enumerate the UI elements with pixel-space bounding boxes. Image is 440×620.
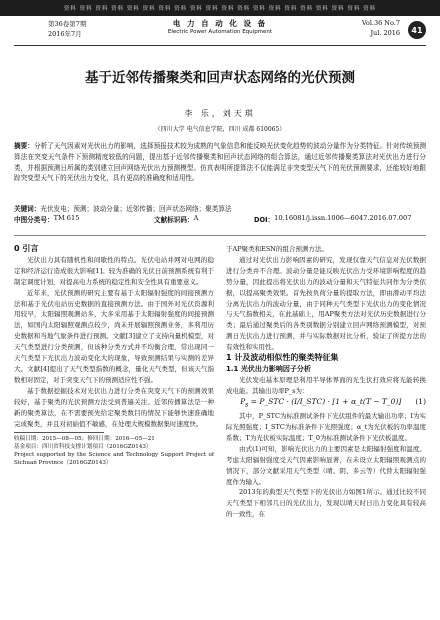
- equation-number: (1): [415, 396, 426, 406]
- abstract: [14, 141, 426, 184]
- abstract-text: 分析了天气因素对光伏出力的影响，选择预报技术较为成熟的气象信息和能反映光伏变化趋势的波动分量作为分类特征。针对传统预测算法在突变天气条件下预测精度较低的问题，提出基于近邻传播聚类和回声状态网络的组合算法，通过近邻传播聚类算法对光伏出力进行分类，并根据预测日所属的类别建立回声网络光伏出力预测模型。仿真表明所提算法不仅能满足非突变型天气下的光伏预测要求，还能较好地跟踪突变型天气下的光伏出力变化，具有更高的准确度和适用性。: [14, 142, 427, 183]
- keywords: [14, 203, 426, 213]
- section-heading-1: 1 计及波动相似性的聚类特征集: [226, 353, 339, 363]
- journal-header: [0, 17, 440, 45]
- subsection-heading-1-1: 1.1 光伏出力影响因子分析: [226, 364, 311, 373]
- header-journal-cn: 电 力 自 动 化 设 备: [172, 19, 268, 28]
- paragraph: 其中，P_STC为标准测试条件下光伏组件的最大输出功率；I为实际光照强度；I_STC为标准条件下光照强度；α_t为光伏板的功率温度系数；T为光伏板实际温度；T_0为标准测试条件下光伏板温度。: [226, 412, 426, 442]
- header-date: 2016年7月: [48, 30, 82, 38]
- doi-field: [254, 214, 412, 224]
- paragraph: 通过对光伏出力影响因素的研究，发现仅靠天气信息对光伏数据进行分类并不合理。波动分量是能反映光伏出力受环境影响程度的趋势分量，因此提出将光伏出力的波动分量和天气特征共同作为分类依据，以提高聚类效果。首先按负荷分量的提取方法，即由滑动平均法分离光伏出力的波动分量，由于同种天气类型下光伏出力的变化情况与天气指数相关，在此基础上，用AP聚类方法对光伏历史数据进行分类；最后通过聚类后的各类别数据分别建立回声网络预测模型，对预测日光伏出力进行预测，并与实际数据对比分析，验证了所提方法的有效性和实用性。: [226, 255, 426, 352]
- paragraph: 光伏出力具有随机性和间歇性的特点。光伏电站并网对电网的稳定和经济运行造成很大影响[1]。较为准确的光伏日前预测系统有利于制定调度计划，对提高电力系统的稳定性和安全性具有重要意义。: [14, 255, 214, 286]
- page-number-badge: 41: [408, 21, 426, 39]
- paragraph: 由式(1)可知，影响光伏出力的主要因素是太阳辐射强度和温度。考虑太阳辐射强度受天气因素影响显著，在未设立太阳辐照观测点的情况下，部分文献采用天气类型（晴、阴、多云等）代替太阳辐射强度作为输入。: [226, 444, 426, 486]
- header-volume: 第36卷第7期: [48, 20, 87, 28]
- paper-title: 基于近邻传播聚类和回声状态网络的光伏预测: [85, 70, 355, 86]
- doc-value: A: [193, 214, 199, 222]
- footnote-funding-en: Project supported by the Science and Technology Support Project of Sichuan Province（2016GZ0143）: [14, 452, 214, 467]
- footnote-received: 收稿日期：2015—08—05；修回日期：2016—05—21: [14, 436, 155, 443]
- header-volume-en: Vol.36 No.7: [361, 19, 400, 27]
- paragraph: 近年来，光伏预测的研究主要有基于太阳辐射强度的间接预测方法和基于光伏电站历史数据的直接预测方法。由于国外对光伏资源利用较早，太阳辐照观测站多，大多采用基于太阳辐射强度的间接预测法，如国内太阳辐照观测点较少，尚未开展辐照预测业务，多利用历史数据和当地气象条件进行预测。文献[3]建立了支持向量机模型，对天气类型进行分类预测，但该种分类方式并不均衡合理，常出现同一天气类型下光伏出力波动变化大的现象，导致预测结果与实测的差异大。文献[4]提出了天气类型指数的概念，量化天气类型，但该天气指数相对固定，对于突变天气下的预测适应性不强。: [14, 288, 214, 384]
- paragraph: 2013年的典型天气类型下的光伏出力如图1所示。通过比较不同天气类型下相邻几日的光伏出力，发现以晴天时日出力变化具有较高的一致性，在: [226, 488, 426, 519]
- watermark-banner: 资料 资料 资料 资料 资料 资料 资料 资料 资料 资料 资料 资料 资料 资料 资料 资料 资料 资料 资料 资料: [0, 0, 440, 16]
- footnote-rule: [14, 432, 104, 433]
- clc-label: 中图分类号：: [14, 216, 54, 224]
- paragraph: 基于数据挖掘技术对光伏出力进行分类在突变天气下的预测效果较好，基于聚类的光伏预测方法受到普遍关注。近邻传播算法是一种新的聚类算法，在不需要预先给定聚类数目的情况下能够快速准确地完成聚类，并且对初始值不敏感，在处理大规模数据集时速度快。: [14, 386, 214, 428]
- paragraph: 于AP聚类和ESN的组合预测方法。: [226, 245, 328, 253]
- equation-1: [226, 397, 426, 411]
- paper-authors: 李 乐，刘天琪: [184, 109, 256, 118]
- clc-value: TM 615: [53, 214, 80, 222]
- header-date-en: Jul. 2016: [370, 29, 400, 37]
- header-rule: [14, 45, 426, 46]
- abstract-label: 摘要：: [14, 142, 34, 150]
- right-column: [226, 244, 426, 520]
- doc-code-field: [154, 214, 199, 224]
- keywords-text: 光伏发电；预测；波动分量；近邻传播；回声状态网络；聚类算法: [40, 205, 232, 213]
- abstract-rule: [14, 235, 426, 236]
- left-column: [14, 244, 214, 467]
- equation-lhs-subscript: s: [245, 401, 249, 409]
- doi-label: DOI：: [254, 216, 275, 224]
- classification-meta: [14, 214, 426, 234]
- header-journal-en: Electric Power Automation Equipment: [167, 29, 273, 35]
- footnote-funding-cn: 基金项目：四川省科技支撑计划项目（2016GZ0143）: [14, 444, 152, 451]
- doc-label: 文献标识码：: [154, 216, 194, 224]
- paper-affiliation: （四川大学 电气信息学院，四川 成都 610065）: [154, 126, 286, 133]
- section-heading-intro: 0 引言: [14, 244, 39, 253]
- doi-value: 10.16081/j.issn.1006—6047.2016.07.007: [274, 214, 412, 222]
- equation-rhs: = P_STC · (I/I_STC) · [1 + α_t(T − T_0)]: [250, 396, 402, 406]
- keywords-label: 关键词：: [14, 205, 41, 213]
- clc-field: [14, 214, 80, 224]
- equation-lhs: P: [240, 396, 246, 406]
- paragraph: 光伏发电基本原理是利用半导体界面的光生伏打效应将光能转换成电能。其输出功率P_s为：: [226, 375, 426, 395]
